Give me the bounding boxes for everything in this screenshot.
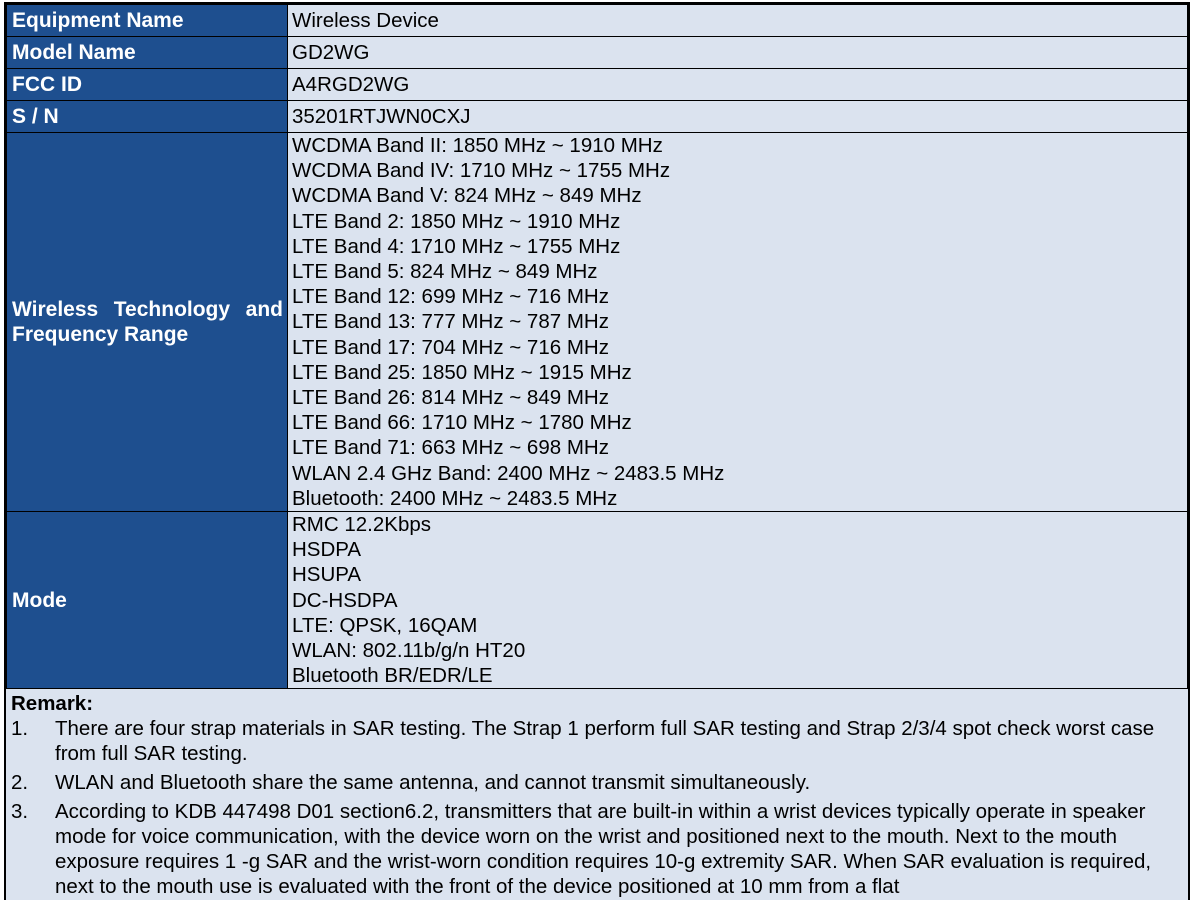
model-name-label: Model Name (7, 37, 288, 69)
remark-number: 1. (11, 717, 29, 741)
frequency-line: WCDMA Band II: 1850 MHz ~ 1910 MHz (292, 134, 663, 157)
frequency-line: LTE Band 71: 663 MHz ~ 698 MHz (292, 436, 609, 460)
fcc-id-label: FCC ID (7, 69, 288, 101)
frequency-line: LTE Band 4: 1710 MHz ~ 1755 MHz (292, 234, 621, 258)
equipment-name-value: Wireless Device (288, 5, 1188, 37)
remark-section (6, 689, 1188, 899)
frequency-line: LTE Band 17: 704 MHz ~ 716 MHz (292, 335, 609, 359)
row-serial-number (7, 101, 1188, 133)
remark-item (11, 716, 1184, 766)
row-mode (7, 512, 1188, 689)
remark-number: 2. (11, 771, 29, 795)
serial-number-value: 35201RTJWN0CXJ (288, 101, 1188, 133)
frequency-range-values (288, 133, 1188, 512)
frequency-line: LTE Band 13: 777 MHz ~ 787 MHz (292, 310, 609, 334)
remark-item (11, 799, 1184, 899)
mode-line: RMC 12.2Kbps (292, 513, 432, 537)
row-equipment-name (7, 5, 1188, 37)
frequency-line: LTE Band 5: 824 MHz ~ 849 MHz (292, 260, 598, 284)
document-sheet (4, 2, 1190, 900)
row-frequency-range (7, 133, 1188, 512)
equipment-name-label: Equipment Name (7, 5, 288, 37)
frequency-line: Bluetooth: 2400 MHz ~ 2483.5 MHz (292, 486, 618, 510)
frequency-line: WCDMA Band V: 824 MHz ~ 849 MHz (292, 184, 642, 208)
frequency-line: LTE Band 12: 699 MHz ~ 716 MHz (292, 285, 609, 309)
frequency-line: LTE Band 25: 1850 MHz ~ 1915 MHz (292, 360, 632, 384)
remark-number: 3. (11, 800, 29, 824)
serial-number-label: S / N (7, 101, 288, 133)
mode-line: DC-HSDPA (292, 588, 398, 612)
remark-title: Remark: (11, 692, 94, 716)
mode-line: WLAN: 802.11b/g/n HT20 (292, 639, 526, 663)
mode-line: Bluetooth BR/EDR/LE (292, 664, 493, 688)
mode-values (288, 512, 1188, 689)
remark-item (11, 770, 1184, 795)
mode-line: HSDPA (292, 538, 362, 562)
frequency-line: LTE Band 2: 1850 MHz ~ 1910 MHz (292, 209, 621, 233)
row-model-name (7, 37, 1188, 69)
remark-text: There are four strap materials in SAR testing. The Strap 1 perform full SAR testing and Strap 2/3/4 spot check worst case from full SAR testing. (55, 717, 1155, 766)
remark-text: WLAN and Bluetooth share the same antenna, and cannot transmit simultaneously. (55, 771, 811, 795)
frequency-line: LTE Band 66: 1710 MHz ~ 1780 MHz (292, 411, 632, 435)
mode-label: Mode (7, 512, 288, 689)
mode-line: HSUPA (292, 563, 362, 587)
frequency-range-label: Wireless Technology and Frequency Range (7, 133, 288, 512)
mode-line: LTE: QPSK, 16QAM (292, 613, 478, 637)
fcc-id-value: A4RGD2WG (288, 69, 1188, 101)
frequency-line: LTE Band 26: 814 MHz ~ 849 MHz (292, 386, 609, 410)
equipment-spec-table (6, 4, 1188, 689)
frequency-line: WLAN 2.4 GHz Band: 2400 MHz ~ 2483.5 MHz (292, 461, 725, 485)
row-fcc-id (7, 69, 1188, 101)
frequency-line: WCDMA Band IV: 1710 MHz ~ 1755 MHz (292, 159, 671, 183)
model-name-value: GD2WG (288, 37, 1188, 69)
remark-text: According to KDB 447498 D01 section6.2, transmitters that are built-in within a wrist devices typically operate in speaker mode for voice communication, with the device worn on the wrist and positioned next to the mouth. Next to the mouth exposure requires 1 -g SAR and the wrist-worn condition requires 10-g extremity SAR. When SAR evaluation is required, next to the mouth use is evaluated with the front of the device positioned at 10 mm from a flat (55, 800, 1152, 899)
